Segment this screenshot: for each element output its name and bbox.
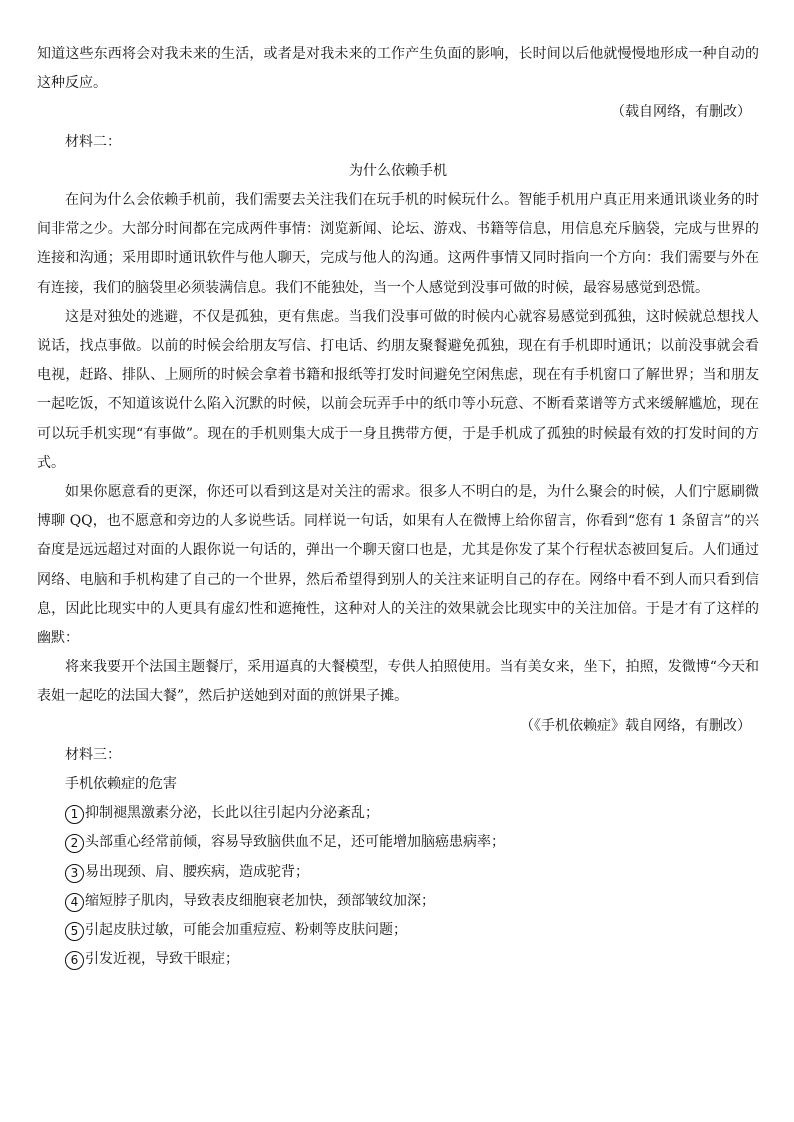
material2-label: 材料二： <box>65 133 121 150</box>
list-item <box>37 858 759 887</box>
list-item <box>37 916 759 945</box>
material2-title: 为什么依赖手机 <box>349 162 447 179</box>
material3-label: 材料三： <box>65 746 121 763</box>
material2-paragraph-3: 如果你愿意看的更深，你还可以看到这是对关注的需求。很多人不明白的是，为什么聚会的时候，人们宁愿刷微博聊 QQ，也不愿意和旁边的人多说些话。同样说一句话，如果有人在微博上给你留言，你看到“您有 1 条留言”的兴奋度是远远超过对面的人跟你说一句话的，弹出一个聊天窗口也是，尤其是你发了某个行程状态被回复后。人们通过网络、电脑和手机构建了自己的一个世界，然后希望得到别人的关注来证明自己的存在。网络中看不到人而只看到信息，因此比现实中的人更具有虚幻性和遮掩性，这种对人的关注的效果就会比现实中的关注加倍。于是才有了这样的幽默： <box>37 484 759 647</box>
list-item <box>37 887 759 916</box>
circled-number: 3 <box>65 864 84 883</box>
harm-list <box>37 799 759 974</box>
material2-paragraph-1: 在问为什么会依赖手机前，我们需要去关注我们在玩手机的时候玩什么。智能手机用户真正用来通讯谈业务的时间非常之少。大部分时间都在完成两件事情：浏览新闻、论坛、游戏、书籍等信息，用信息充斥脑袋，完成与世界的连接和沟通；采用即时通讯软件与他人聊天，完成与他人的沟通。这两件事情又同时指向一个方向：我们需要与外在有连接，我们的脑袋里必须装满信息。我们不能独处，当一个人感觉到没事可做的时候，最容易感觉到恐慌。 <box>37 192 759 296</box>
intro-source-note: （载自网络，有删改） <box>611 104 751 121</box>
list-item-text: 头部重心经常前倾，容易导致脑供血不足，还可能增加脑癌患病率； <box>85 834 505 851</box>
circled-number: 5 <box>65 922 84 941</box>
circled-number: 2 <box>65 834 84 853</box>
material2-paragraph-2: 这是对独处的逃避，不仅是孤独，更有焦虑。当我们没事可做的时候内心就容易感觉到孤独，这时候就总想找人说话，找点事做。以前的时候会给朋友写信、打电话、约朋友聚餐避免孤独，现在有手机即时通讯；以前没事就会看电视，赶路、排队、上厕所的时候会拿着书籍和报纸等打发时间避免空闲焦虑，现在有手机窗口了解世界；当和朋友一起吃饭，不知道该说什么陷入沉默的时候，以前会玩弄手中的纸巾等小玩意、不断看菜谱等方式来缓解尴尬，现在可以玩手机实现“有事做”。现在的手机则集大成于一身且携带方便，于是手机成了孤独的时候最有效的打发时间的方式。 <box>37 308 759 471</box>
document-page <box>37 40 759 975</box>
circled-number: 4 <box>65 893 84 912</box>
list-item-text: 引发近视，导致干眼症； <box>85 951 239 968</box>
list-item <box>37 945 759 974</box>
circled-number: 6 <box>65 951 84 970</box>
circled-number: 1 <box>65 805 84 824</box>
material3-subtitle: 手机依赖症的危害 <box>65 776 177 793</box>
list-item-text: 易出现颈、肩、腰疾病，造成驼背； <box>85 863 309 880</box>
material2-source-note: （《手机依赖症》载自网络，有删改） <box>520 717 751 734</box>
list-item <box>37 799 759 828</box>
list-item <box>37 828 759 857</box>
list-item-text: 引起皮肤过敏，可能会加重痘痘、粉刺等皮肤问题； <box>85 922 407 939</box>
material2-paragraph-4: 将来我要开个法国主题餐厅，采用逼真的大餐模型，专供人拍照使用。当有美女来，坐下，拍照，发微博“今天和表姐一起吃的法国大餐”，然后护送她到对面的煎饼果子摊。 <box>37 659 759 705</box>
intro-continued-paragraph: 知道这些东西将会对我未来的生活，或者是对我未来的工作产生负面的影响，长时间以后他就慢慢地形成一种自动的这种反应。 <box>37 46 759 92</box>
list-item-text: 抑制褪黑激素分泌，长此以往引起内分泌紊乱； <box>85 805 379 822</box>
list-item-text: 缩短脖子肌肉，导致表皮细胞衰老加快，颈部皱纹加深； <box>85 892 435 909</box>
